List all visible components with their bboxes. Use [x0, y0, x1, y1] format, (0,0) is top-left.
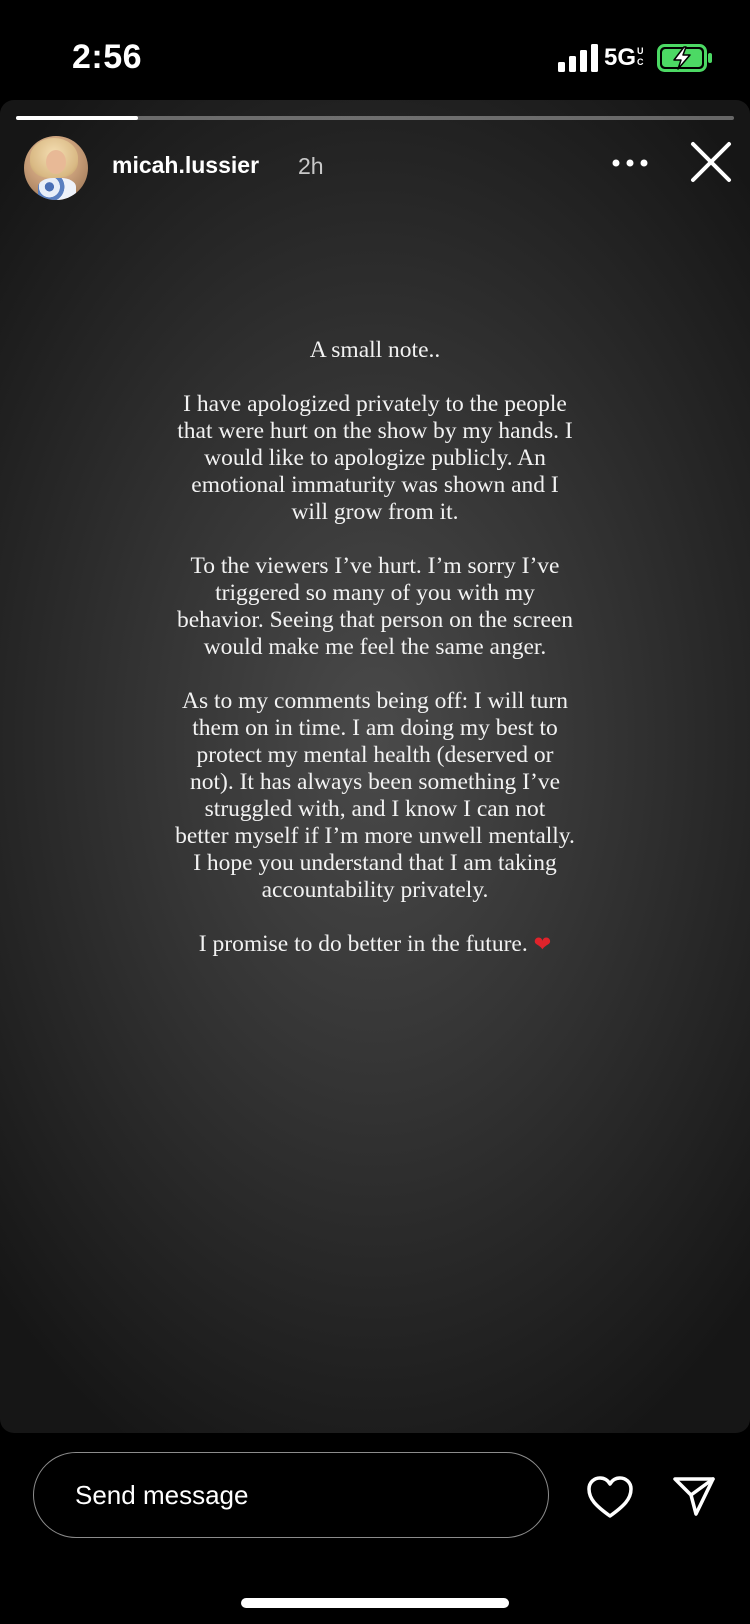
story-paragraph-last — [175, 931, 575, 958]
red-heart-emoji: ❤ — [533, 932, 552, 956]
send-icon[interactable] — [672, 1474, 716, 1518]
send-message-placeholder: Send message — [75, 1480, 249, 1510]
network-label — [604, 44, 644, 72]
status-bar — [0, 0, 750, 100]
story-paragraph: To the viewers I’ve hurt. I’m sorry I’ve triggered so many of you with my behavior. Seeing that person on the screen would make me feel the same anger. — [176, 553, 574, 660]
status-time: 2:56 — [72, 38, 143, 76]
story-text — [175, 337, 575, 958]
network-superscript: U C — [637, 46, 644, 67]
battery-charging-icon — [657, 44, 713, 72]
story-timestamp: 2h — [298, 153, 324, 179]
signal-icon — [558, 44, 600, 72]
story-progress-fill — [16, 116, 138, 120]
story-paragraph-text: I promise to do better in the future. — [198, 931, 528, 957]
send-message-input[interactable] — [33, 1452, 549, 1538]
heart-icon[interactable] — [586, 1475, 634, 1519]
more-icon[interactable] — [612, 155, 648, 171]
story-progress-bar — [16, 116, 734, 120]
story-paragraph: A small note.. — [309, 337, 441, 363]
story-card[interactable] — [0, 100, 750, 1433]
story-username[interactable]: micah.lussier — [112, 152, 260, 178]
network-type: 5G — [604, 44, 637, 71]
story-paragraph: As to my comments being off: I will turn them on in time. I am doing my best to protect my mental health (deserved or not). It has always been something I’ve struggled with, and I know I can not better myself if I’m more unwell mentally. I hope you understand that I am taking accountability privately. — [175, 688, 575, 903]
close-icon[interactable] — [689, 140, 733, 184]
home-indicator[interactable] — [241, 1598, 509, 1608]
story-paragraph: I have apologized privately to the people that were hurt on the show by my hands. I would like to apologize publicly. An emotional immaturity was shown and I will grow from it. — [177, 391, 573, 525]
avatar[interactable] — [24, 136, 88, 200]
